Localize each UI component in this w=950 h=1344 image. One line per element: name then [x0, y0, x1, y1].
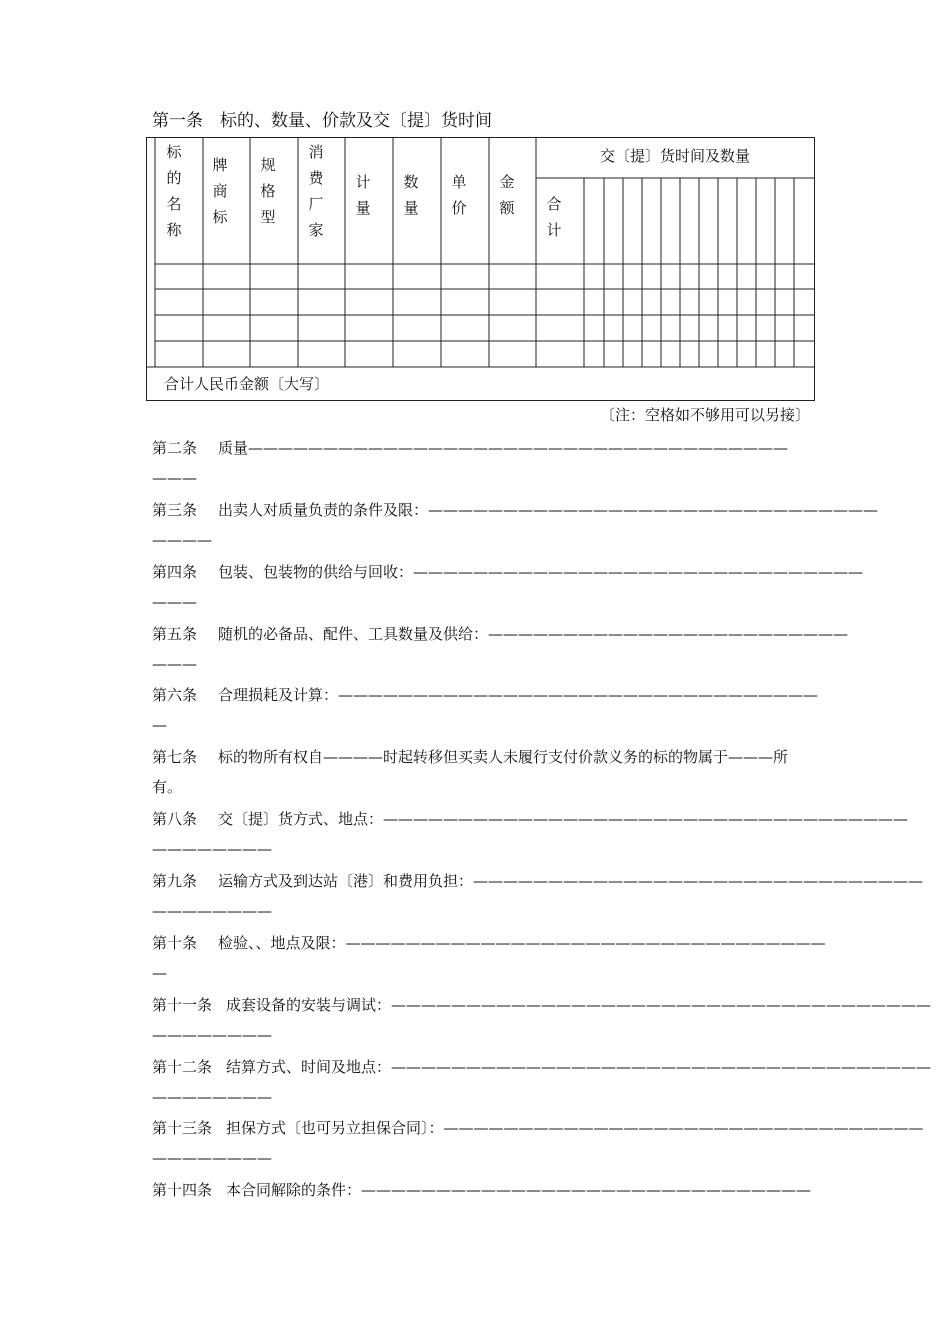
clause-continuation-line: ——— — [152, 655, 197, 673]
clause-item — [152, 495, 879, 555]
clause-item — [152, 557, 864, 617]
clause-fill-line: —————————————————————————————— — [413, 563, 864, 581]
clause-item — [152, 680, 819, 740]
clause-continuation-line: ———— — [152, 531, 212, 549]
clause-first-line — [152, 495, 879, 525]
header-spec: 规格型 — [260, 156, 276, 226]
header-delivery-group: 交〔提〕货时间及数量 — [599, 147, 750, 165]
clause-first-line — [152, 433, 808, 463]
table-note: 〔注：空格如不够用可以另接〕 — [599, 406, 810, 424]
clause-first-line — [152, 866, 924, 896]
clause-continuation-line: ———————— — [152, 840, 272, 858]
clause-number: 第八条 — [152, 810, 198, 828]
clause-number: 第七条 — [152, 748, 198, 766]
clause-fill-line: ———————————————————————————————— — [345, 934, 826, 952]
clause-fill-line: ———————————————————————————————— — [338, 686, 819, 704]
clause-item — [152, 433, 808, 493]
header-brand: 牌商标 — [212, 156, 228, 226]
clause-first-line — [152, 1052, 932, 1082]
total-amount-label: 合计人民币金额〔大写〕 — [164, 375, 330, 393]
clause-number: 第十四条 — [152, 1181, 213, 1199]
clause-number: 第十一条 — [152, 996, 213, 1014]
header-sum: 合计 — [546, 195, 562, 239]
clause-fill-line: ———————————————————————————————————— — [248, 439, 789, 457]
clause-item — [152, 742, 808, 802]
clause-number: 第六条 — [152, 686, 198, 704]
clause-fill-line: ———————————————————————————————————— — [391, 1058, 932, 1076]
clause-fill-line: —————————————————————————————— — [361, 1181, 812, 1199]
clause-first-line — [152, 742, 808, 802]
clause-text: 运输方式及到达站〔港〕和费用负担： — [218, 872, 474, 890]
clause-continuation-line: ———————— — [152, 1088, 272, 1106]
clause-fill-line: —————————————————————————————— — [473, 872, 924, 890]
clause-continuation-line: ——— — [152, 593, 197, 611]
clause-item — [152, 1175, 812, 1205]
clause-first-line — [152, 1113, 924, 1143]
clause-text: 检验、、地点及限： — [218, 934, 346, 952]
clause-text: 随机的必备品、配件、工具数量及供给： — [218, 625, 489, 643]
clause-fill-line: ———————————————————————————————— — [443, 1119, 924, 1137]
clause-first-line — [152, 680, 819, 710]
clause-item — [152, 1052, 932, 1112]
header-unit: 计量 — [355, 173, 371, 217]
clause-item — [152, 990, 932, 1050]
clause-first-line — [152, 990, 932, 1020]
clause-item — [152, 1113, 924, 1173]
clause-text: 出卖人对质量负责的条件及限： — [218, 501, 429, 519]
clause-number: 第五条 — [152, 625, 198, 643]
clause-text: 结算方式、时间及地点： — [226, 1058, 392, 1076]
clause-number: 第十三条 — [152, 1119, 213, 1137]
header-qty: 数量 — [403, 173, 419, 217]
clause-text: 交〔提〕货方式、地点： — [218, 810, 384, 828]
clause-fill-line: ———————————————————————— — [488, 625, 849, 643]
clause-first-line — [152, 1175, 812, 1205]
clause-first-line — [152, 804, 909, 834]
clause-text: 成套设备的安装与调试： — [226, 996, 392, 1014]
clause-continuation-line: ———————— — [152, 1026, 272, 1044]
clause-number: 第十二条 — [152, 1058, 213, 1076]
clause-text: 标的物所有权自————时起转移但买卖人未履行支付价款义务的标的物属于———所有。 — [152, 748, 789, 796]
clause-continuation-line: — — [152, 964, 167, 982]
clause-number: 第三条 — [152, 501, 198, 519]
clause-item — [152, 866, 924, 926]
clause-number: 第四条 — [152, 563, 198, 581]
table-grid — [146, 137, 815, 401]
section-title: 第一条 标的、数量、价款及交〔提〕货时间 — [152, 111, 492, 131]
clause-number: 第九条 — [152, 872, 198, 890]
clause-first-line — [152, 928, 826, 958]
clause-first-line — [152, 619, 849, 649]
clause-number: 第二条 — [152, 439, 198, 457]
clause-text: 质量 — [218, 439, 249, 457]
clause-continuation-line: — — [152, 716, 167, 734]
header-amount: 金额 — [499, 173, 515, 217]
header-price: 单价 — [451, 173, 467, 217]
clause-item — [152, 804, 909, 864]
clause-continuation-line: ——— — [152, 469, 197, 487]
clause-text: 包装、包装物的供给与回收： — [218, 563, 414, 581]
clause-text: 担保方式〔也可另立担保合同〕： — [226, 1119, 444, 1137]
clause-fill-line: ———————————————————————————————————— — [391, 996, 932, 1014]
clause-number: 第十条 — [152, 934, 198, 952]
header-name: 标的名称 — [166, 143, 182, 239]
header-maker: 消费厂家 — [308, 143, 324, 239]
clause-text: 合理损耗及计算： — [218, 686, 339, 704]
clause-text: 本合同解除的条件： — [226, 1181, 362, 1199]
clause-continuation-line: ———————— — [152, 902, 272, 920]
goods-table — [146, 137, 815, 401]
clause-fill-line: ——————————————————————————————————— — [383, 810, 909, 828]
clause-item — [152, 619, 849, 679]
clause-fill-line: —————————————————————————————— — [428, 501, 879, 519]
clause-first-line — [152, 557, 864, 587]
clause-continuation-line: ———————— — [152, 1149, 272, 1167]
clause-item — [152, 928, 826, 988]
